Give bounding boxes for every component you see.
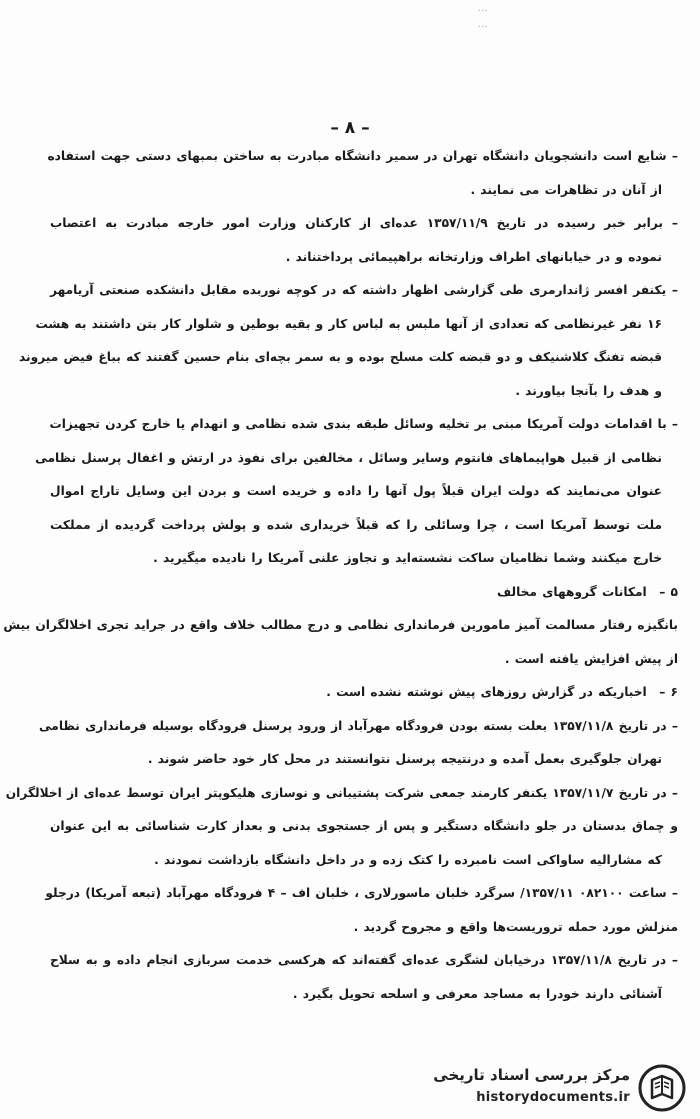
page-number: – ۸ – — [330, 118, 370, 138]
section-title: امکانات گروههای مخالف — [496, 584, 647, 599]
paragraph — [45, 877, 678, 944]
section-number: ۶ – — [659, 685, 678, 699]
text-line: – در تاریخ ۱۳۵۷/۱۱/۸ بعلت بسته بودن فرودگاه مهرآباد از ورود پرسنل فرودگاه بوسیله فرمانداری نظامی — [38, 718, 678, 733]
text-line: – در تاریخ ۱۳۵۷/۱۱/۸ درخیابان لشگری عده‌ای گفته‌اند که هرکسی خدمت سربازی انجام داده و به سلاح — [50, 953, 678, 967]
section-title: اخباریکه در گزارش روزهای پیش نوشته نشده است . — [326, 685, 647, 699]
section-heading — [50, 576, 678, 610]
corner-note-line: ... — [477, 17, 488, 30]
document-body — [3, 140, 678, 1011]
text-line: که مشارالیه ساواکی است نامبرده را کتک زده و در داخل دانشگاه بازداشت نمودند . — [154, 852, 662, 867]
watermark-url: historydocuments.ir — [476, 1090, 630, 1105]
watermark-title: مرکز بررسی اسناد تاریخی — [433, 1066, 630, 1084]
text-line: نموده و در خیابانهای اطراف وزارتخانه براهپیمائی پرداختناند . — [285, 249, 662, 264]
section-number: ۵ – — [659, 584, 678, 599]
archive-book-icon — [638, 1064, 686, 1112]
section-heading — [50, 676, 678, 710]
text-line: – در تاریخ ۱۳۵۷/۱۱/۷ یکنفر کارمند جمعی شرکت پشتیبانی و نوسازی هلیکوپتر ایران توسط عده‌ای از اخلالگران — [5, 785, 678, 800]
text-line: – برابر خبر رسیده در تاریخ ۱۳۵۷/۱۱/۹ عده‌ای از کارکنان وزارت امور خارجه مبادرت به اعتصاب — [50, 216, 678, 230]
text-line: قبضه تفنگ کلاشنیکف و دو قبضه کلت مسلح بوده و به سمر بچه‌ای بنام حسین گفتند که بباغ فیض میروند — [19, 350, 662, 364]
text-line: تهران جلوگیری بعمل آمده و درنتیجه پرسنل نتوانستند در محل کار خود حاضر شوند . — [147, 752, 662, 766]
text-line: و چماق بدستان در جلو دانشگاه دستگیر و پس از جستجوی بدنی و بعداز کارت شناسائی به این عنوان — [50, 819, 678, 833]
paragraph — [35, 408, 678, 576]
paragraph — [19, 274, 678, 408]
text-line: – ساعت ۰۸۲۱۰۰ ۱۳۵۷/۱۱/ سرگرد خلبان ماسورلاری ، خلبان اف – ۴ فرودگاه مهرآباد (تبعه آمریکا) درجلو — [45, 886, 678, 900]
text-line: از پیش افزایش یافته است . — [504, 651, 678, 666]
text-line: – یکنفر افسر ژاندارمری طی گزارشی اظهار داشته که در کوچه نوربده مقابل دانشکده صنعتی آریامهر — [50, 283, 678, 297]
text-line: آشنائی دارند خودرا به مساجد معرفی و اسلحه تحویل بگیرد . — [292, 986, 662, 1001]
text-line: منزلش مورد حمله تروریست‌ها واقع و مجروح گردید . — [353, 919, 678, 934]
corner-stamp — [418, 0, 488, 70]
text-line: – با اقدامات دولت آمریکا مبنی بر تخلیه وسائل طبقه بندی شده نظامی و انهدام یا خارج کردن تجهیزات — [49, 417, 678, 431]
text-line: نظامی از قبیل هواپیماهای فانتوم وسایر وسائل ، مخالفین برای نفوذ در ارتش و اغفال پرسنل نظامی — [35, 450, 662, 465]
text-line: از آنان در تظاهرات می نمایند . — [470, 182, 662, 197]
paragraph — [5, 777, 678, 878]
section-5 — [3, 576, 678, 677]
text-line: خارج میکنند وشما نظامیان ساکت نشسته‌اید و تجاوز علنی آمریکا را نادیده میگیرید . — [153, 551, 662, 565]
watermark-logo — [420, 1058, 690, 1116]
text-line: بانگیزه رفتار مسالمت آمیز مامورین فرمانداری نظامی و درج مطالب خلاف واقع در جراید تجری اخلالگران بیش — [3, 618, 678, 632]
paragraph — [47, 140, 678, 207]
paragraph — [50, 207, 678, 274]
corner-note-line: ... — [477, 1, 488, 14]
text-line: – شایع است دانشجویان دانشگاه تهران در سمیر دانشگاه مبادرت به ساختن بمبهای دستی جهت استفاده — [47, 149, 678, 163]
paragraph — [50, 944, 678, 1011]
text-line: عنوان می‌نمایند که دولت ایران قبلاً پول آنها را داده و خریده است و بردن این وسایل تاراج اموال — [50, 484, 662, 498]
section-6 — [50, 676, 678, 710]
text-line: ۱۶ نفر غیرنظامی که تعدادی از آنها ملبس به لباس کار و بقیه بوطین و شلوار کار بتن داشتند به هشت — [35, 316, 662, 331]
paragraph — [38, 710, 678, 777]
text-line: ملت توسط آمریکا است ، چرا وسائلی را که قبلاً خریداری شده و پولش پرداخت گردیده از مملکت — [50, 517, 662, 532]
text-line: و هدف را بآنجا بیاورند . — [515, 383, 662, 398]
